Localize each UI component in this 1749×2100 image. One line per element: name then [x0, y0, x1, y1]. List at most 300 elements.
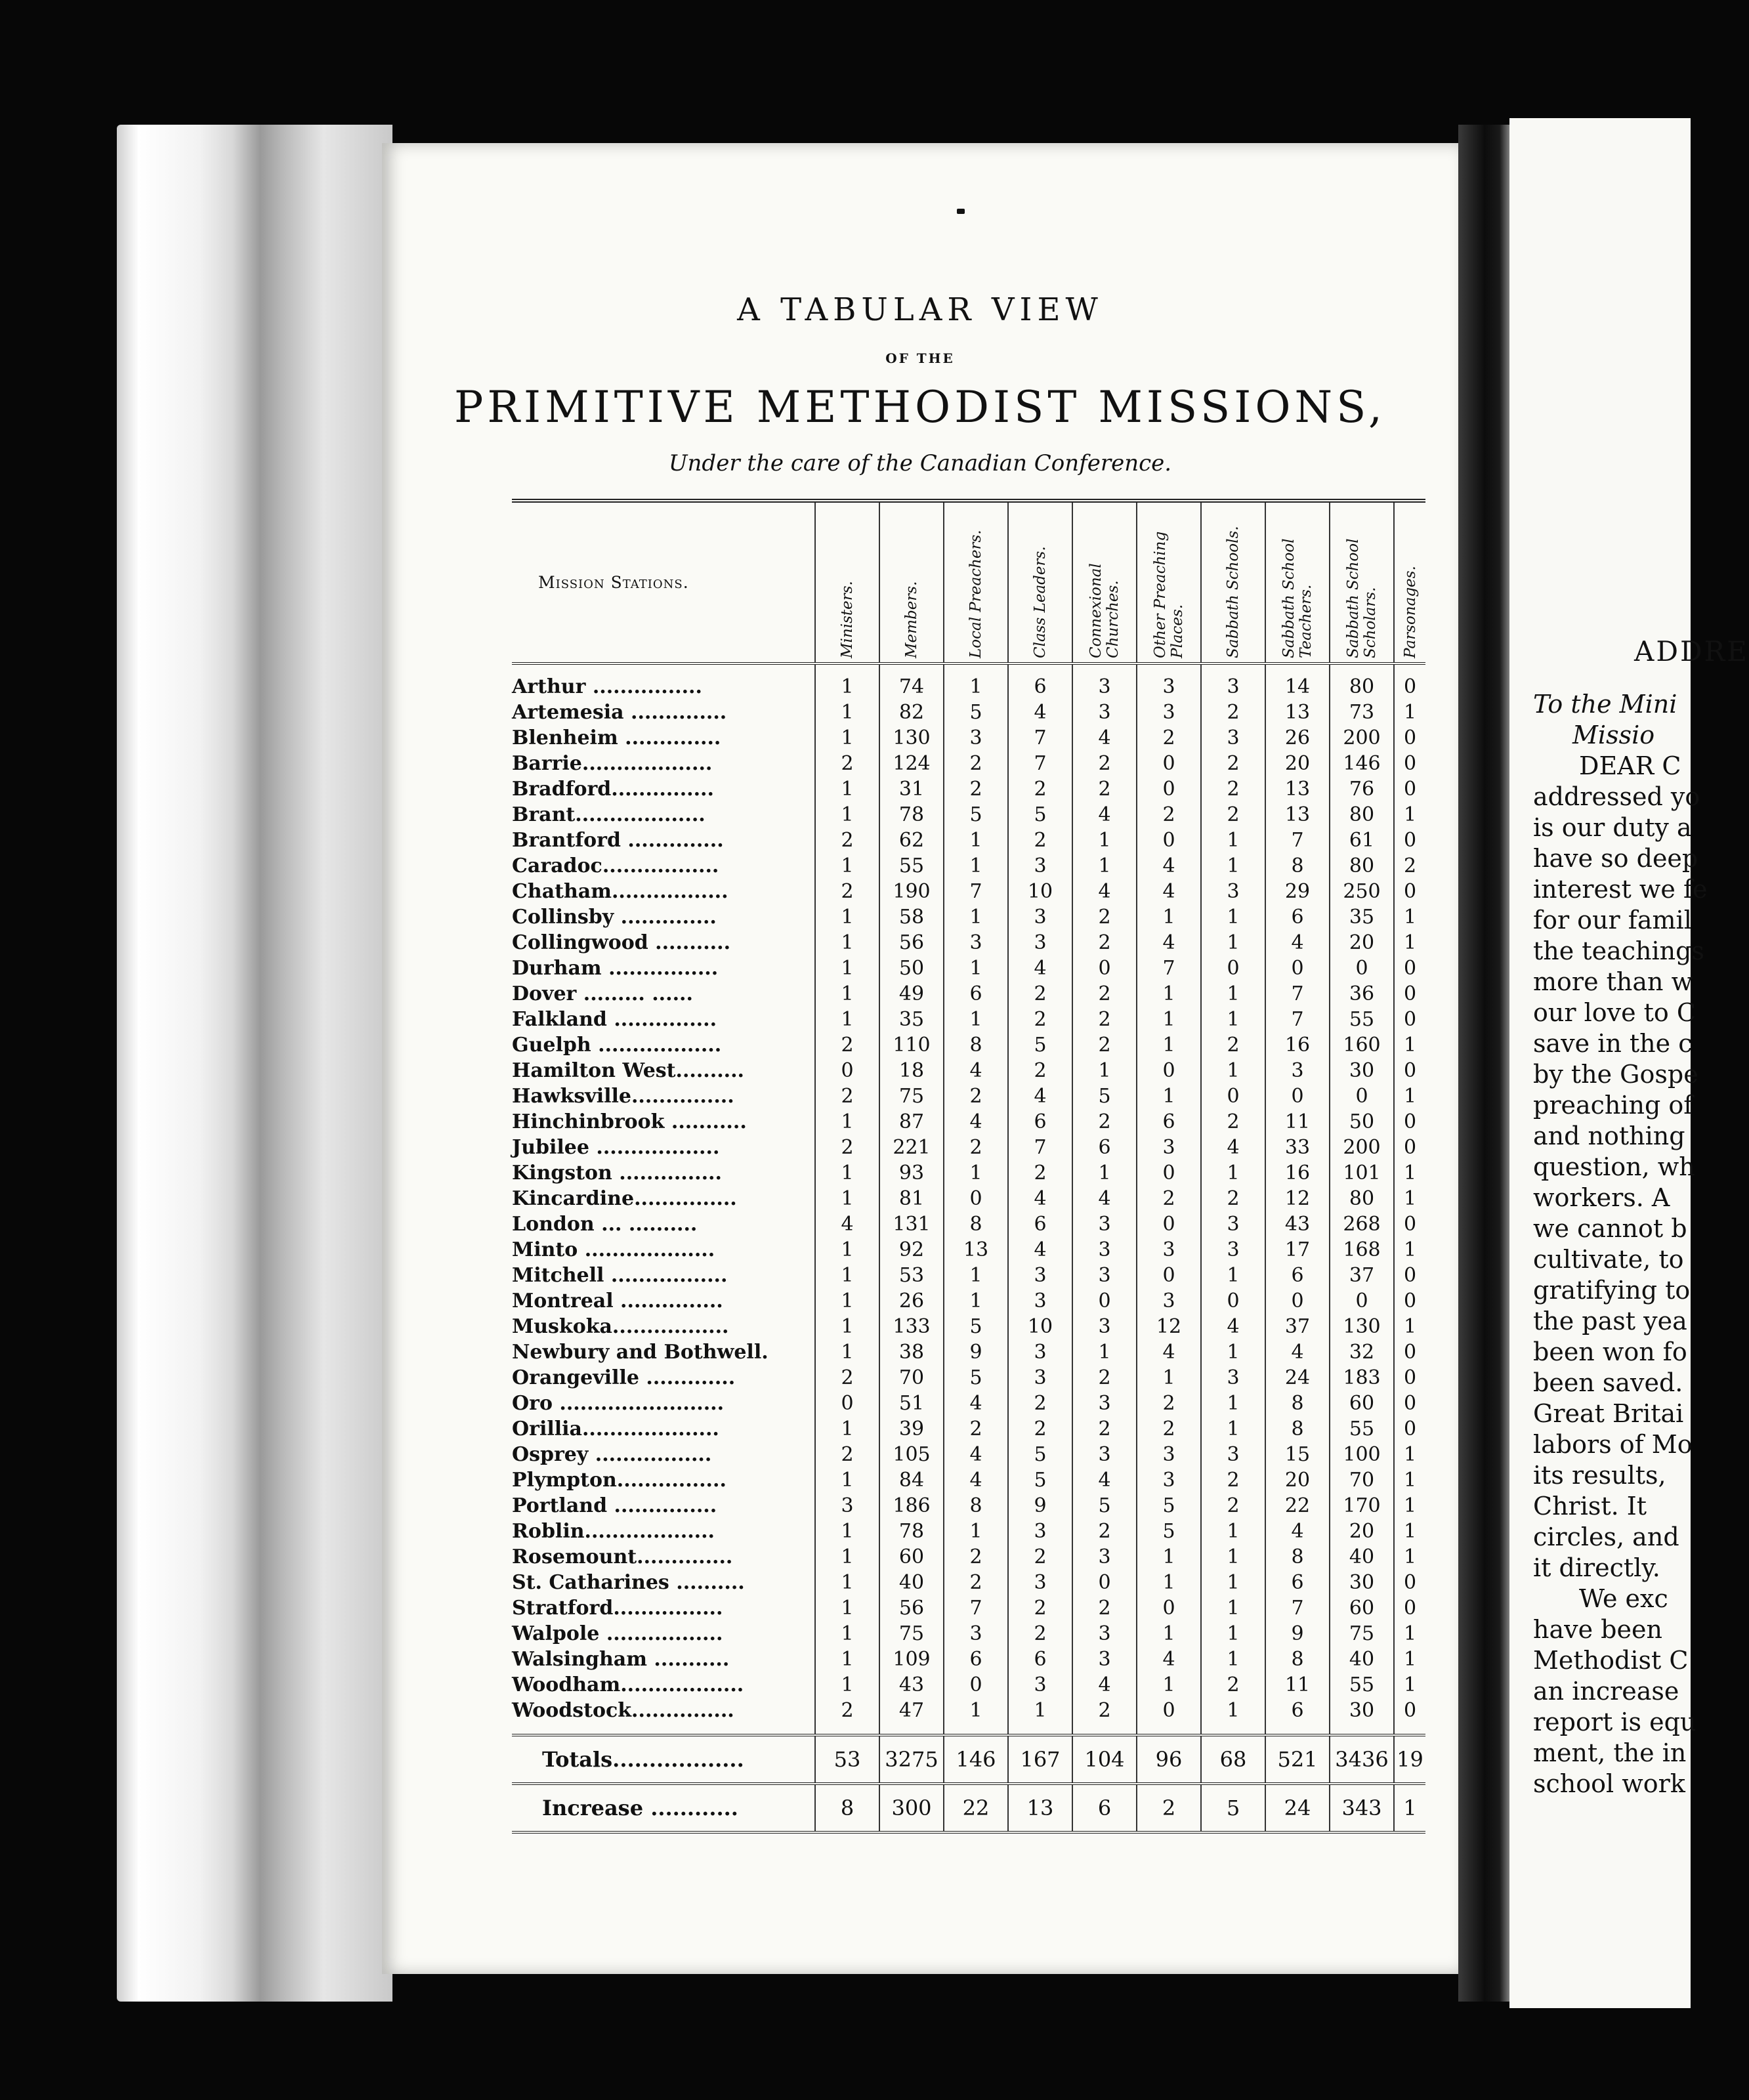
station-name: Kincardine............... [512, 1187, 737, 1210]
table-cell: 0 [1330, 1083, 1394, 1109]
table-cell: 1 [944, 1519, 1008, 1544]
table-cell: 82 [879, 700, 944, 725]
table-cell: 6 [1008, 1211, 1072, 1237]
table-cell: 1 [1201, 1570, 1265, 1595]
table-cell: 0 [1394, 1288, 1425, 1314]
increase-cell: 24 [1265, 1784, 1330, 1832]
table-cell: 7 [1265, 1595, 1330, 1621]
table-cell: 5 [944, 802, 1008, 828]
table-cell: 7 [944, 879, 1008, 904]
table-cell: 78 [879, 1519, 944, 1544]
table-cell: 7 [1137, 956, 1201, 981]
table-cell: 78 [879, 802, 944, 828]
table-cell: 1 [1201, 904, 1265, 930]
table-cell: 2 [1008, 1621, 1072, 1647]
table-row [512, 956, 1425, 981]
table-cell: 4 [1137, 1647, 1201, 1672]
table-cell: 4 [1008, 1186, 1072, 1211]
table-cell: 2 [1072, 981, 1137, 1007]
table-cell: 1 [1201, 1698, 1265, 1735]
table-cell: 110 [879, 1032, 944, 1058]
table-cell: 0 [1137, 751, 1201, 776]
table-cell: 1 [815, 1007, 879, 1032]
station-name: Plympton................ [512, 1469, 727, 1492]
table-cell: 26 [879, 1288, 944, 1314]
station-name: Oro ........................ [512, 1392, 725, 1415]
table-cell: 2 [1008, 776, 1072, 802]
right-page-line: question, wh [1533, 1152, 1695, 1181]
table-row [512, 1160, 1425, 1186]
table-cell: 1 [1072, 1339, 1137, 1365]
table-cell: 2 [1008, 1007, 1072, 1032]
header-label: Other Preaching Places. [1152, 531, 1186, 658]
table-cell: 5 [1008, 802, 1072, 828]
table-cell: 55 [1330, 1416, 1394, 1442]
header-label: Class Leaders. [1032, 546, 1049, 658]
table-cell: 2 [1201, 776, 1265, 802]
right-page-line: been won fo [1533, 1337, 1687, 1366]
table-cell: 6 [1008, 1647, 1072, 1672]
table-cell: 3 [1008, 1263, 1072, 1288]
header-class-leaders [1008, 501, 1072, 663]
table-cell: 221 [879, 1135, 944, 1160]
table-cell: 2 [815, 828, 879, 853]
station-name: Brant................... [512, 803, 706, 826]
table-cell: 2 [1072, 751, 1137, 776]
table-cell: 10 [1008, 1314, 1072, 1339]
table-cell: 3 [1072, 1263, 1137, 1288]
right-page-line: workers. A [1533, 1183, 1670, 1212]
table-cell: 1 [815, 930, 879, 956]
table-cell: 9 [944, 1339, 1008, 1365]
table-cell: 0 [944, 1672, 1008, 1698]
table-cell: 37 [1265, 1314, 1330, 1339]
table-cell: 60 [879, 1544, 944, 1570]
totals-cell: 3275 [879, 1735, 944, 1784]
table-cell: 1 [815, 1647, 879, 1672]
table-cell: 1 [1394, 700, 1425, 725]
table-row [512, 663, 1425, 700]
table-cell: 75 [1330, 1621, 1394, 1647]
table-cell: 0 [1394, 725, 1425, 751]
table-cell: 20 [1265, 751, 1330, 776]
right-page-line: report is equ [1533, 1708, 1696, 1736]
table-cell: 2 [815, 1083, 879, 1109]
right-page-line: have been [1533, 1615, 1662, 1644]
table-cell: 2 [1008, 981, 1072, 1007]
table-cell: 2 [1008, 1595, 1072, 1621]
table-cell: 4 [1265, 1519, 1330, 1544]
table-cell: 1 [815, 853, 879, 879]
table-cell: 4 [1201, 1135, 1265, 1160]
table-cell: 2 [1201, 751, 1265, 776]
table-cell: 0 [1394, 1698, 1425, 1735]
table-cell: 1 [815, 1519, 879, 1544]
table-cell: 58 [879, 904, 944, 930]
right-page-lines [1533, 751, 1708, 1799]
table-row [512, 1595, 1425, 1621]
table-cell: 35 [879, 1007, 944, 1032]
station-name: Collinsby .............. [512, 906, 717, 929]
header-parsonages [1394, 501, 1425, 663]
table-cell: 1 [1201, 1544, 1265, 1570]
table-cell: 1 [1201, 1391, 1265, 1416]
table-cell: 56 [879, 930, 944, 956]
table-cell: 1 [944, 1288, 1008, 1314]
table-cell: 4 [815, 1211, 879, 1237]
table-cell: 3 [1201, 725, 1265, 751]
table-cell: 1 [944, 828, 1008, 853]
table-cell: 6 [1265, 1570, 1330, 1595]
table-cell: 0 [1394, 1339, 1425, 1365]
station-name: Dover ......... ...... [512, 982, 693, 1005]
table-cell: 1 [1394, 802, 1425, 828]
header-label: Parsonages. [1401, 566, 1419, 658]
table-cell: 0 [815, 1058, 879, 1083]
table-cell: 2 [1072, 1032, 1137, 1058]
table-cell: 0 [1201, 1083, 1265, 1109]
table-cell: 1 [944, 956, 1008, 981]
table-cell: 36 [1330, 981, 1394, 1007]
table-cell: 5 [944, 700, 1008, 725]
title-line-1: A TABULAR VIEW [737, 291, 1103, 328]
table-header-row [512, 501, 1425, 663]
table-cell: 4 [1008, 700, 1072, 725]
table-cell: 3 [1201, 1365, 1265, 1391]
table-row [512, 1416, 1425, 1442]
table-cell: 1 [815, 1672, 879, 1698]
table-cell: 80 [1330, 1186, 1394, 1211]
table-row [512, 930, 1425, 956]
header-sabbath-schools [1201, 501, 1265, 663]
table-cell: 4 [1137, 930, 1201, 956]
increase-cell: 1 [1394, 1784, 1425, 1832]
table-cell: 3 [1201, 663, 1265, 700]
table-cell: 2 [1137, 1416, 1201, 1442]
table-cell: 7 [1265, 828, 1330, 853]
table-cell: 4 [1265, 930, 1330, 956]
table-cell: 1 [1072, 1058, 1137, 1083]
table-cell: 5 [1137, 1493, 1201, 1519]
totals-section [512, 1735, 1425, 1784]
table-cell: 4 [1137, 1339, 1201, 1365]
table-cell: 0 [1137, 1058, 1201, 1083]
table-cell: 1 [815, 663, 879, 700]
station-name: Montreal ............... [512, 1290, 723, 1312]
table-cell: 5 [1072, 1493, 1137, 1519]
right-page-line: for our famil [1533, 906, 1692, 934]
table-cell: 31 [879, 776, 944, 802]
right-page-line: cultivate, to [1533, 1245, 1684, 1274]
table-cell: 8 [1265, 1544, 1330, 1570]
table-cell: 1 [815, 1109, 879, 1135]
table-cell: 3 [1008, 853, 1072, 879]
table-cell: 1 [1201, 1339, 1265, 1365]
right-page-line: ment, the in [1533, 1738, 1687, 1767]
increase-cell: 5 [1201, 1784, 1265, 1832]
table-cell: 105 [879, 1442, 944, 1467]
right-page-line: we cannot b [1533, 1214, 1687, 1243]
header-other-preaching-places [1137, 501, 1201, 663]
station-name: Orangeville ............. [512, 1366, 736, 1389]
table-cell: 2 [1072, 1109, 1137, 1135]
table-cell: 2 [1072, 1416, 1137, 1442]
header-mission-stations: Mission Stations. [512, 501, 815, 663]
table-cell: 3 [1008, 904, 1072, 930]
table-cell: 1 [1394, 1467, 1425, 1493]
totals-cell: 104 [1072, 1735, 1137, 1784]
table-cell: 50 [879, 956, 944, 981]
table-cell: 1 [1137, 981, 1201, 1007]
table-cell: 3 [1137, 1237, 1201, 1263]
table-cell: 1 [1008, 1698, 1072, 1735]
table-cell: 2 [1008, 1058, 1072, 1083]
table-row [512, 1698, 1425, 1735]
station-name: Hawksville............... [512, 1085, 734, 1108]
header-label: Ministers. [839, 581, 856, 658]
table-cell: 2 [1137, 802, 1201, 828]
table-cell: 2 [815, 1365, 879, 1391]
table-cell: 1 [1394, 1672, 1425, 1698]
table-cell: 37 [1330, 1263, 1394, 1288]
header-label: Sabbath School Scholars. [1345, 538, 1379, 658]
table-cell: 5 [1008, 1467, 1072, 1493]
station-name: Chatham................. [512, 880, 728, 903]
table-cell: 2 [944, 776, 1008, 802]
table-cell: 8 [1265, 1416, 1330, 1442]
table-cell: 6 [944, 1647, 1008, 1672]
table-cell: 1 [1137, 1007, 1201, 1032]
header-connexional-churches [1072, 501, 1137, 663]
table-cell: 1 [1137, 1083, 1201, 1109]
table-cell: 9 [1265, 1621, 1330, 1647]
table-cell: 3 [1008, 1672, 1072, 1698]
table-cell: 14 [1265, 663, 1330, 700]
table-cell: 133 [879, 1314, 944, 1339]
table-cell: 17 [1265, 1237, 1330, 1263]
table-row [512, 828, 1425, 853]
right-page-line: Great Britai [1533, 1399, 1684, 1428]
table-cell: 0 [1394, 776, 1425, 802]
table-cell: 87 [879, 1109, 944, 1135]
table-cell: 38 [879, 1339, 944, 1365]
station-name: Falkland ............... [512, 1008, 717, 1031]
table-cell: 2 [1072, 904, 1137, 930]
table-cell: 4 [1137, 879, 1201, 904]
table-cell: 11 [1265, 1109, 1330, 1135]
table-cell: 4 [1008, 1237, 1072, 1263]
table-cell: 0 [1072, 1288, 1137, 1314]
table-cell: 1 [1394, 1519, 1425, 1544]
table-cell: 2 [1137, 1186, 1201, 1211]
table-row [512, 725, 1425, 751]
table-row [512, 1570, 1425, 1595]
station-name: Collingwood ........... [512, 931, 731, 954]
table-cell: 5 [1008, 1032, 1072, 1058]
table-row [512, 1237, 1425, 1263]
table-cell: 80 [1330, 853, 1394, 879]
table-cell: 1 [1072, 1160, 1137, 1186]
table-cell: 1 [1394, 1083, 1425, 1109]
table-cell: 56 [879, 1595, 944, 1621]
table-cell: 1 [1394, 1442, 1425, 1467]
table-cell: 0 [1265, 1288, 1330, 1314]
table-cell: 1 [1137, 904, 1201, 930]
increase-cell: 13 [1008, 1784, 1072, 1832]
table-cell: 0 [1394, 828, 1425, 853]
right-page-line: save in the c [1533, 1029, 1693, 1058]
station-name: Muskoka................. [512, 1315, 729, 1338]
table-cell: 1 [815, 1263, 879, 1288]
table-cell: 1 [815, 1314, 879, 1339]
table-cell: 12 [1265, 1186, 1330, 1211]
table-cell: 0 [1137, 1160, 1201, 1186]
increase-cell: 22 [944, 1784, 1008, 1832]
right-page-line: been saved. [1533, 1368, 1683, 1397]
right-page-line: DEAR C [1579, 751, 1681, 780]
table-cell: 4 [944, 1109, 1008, 1135]
increase-cell: 343 [1330, 1784, 1394, 1832]
table-cell: 1 [944, 663, 1008, 700]
table-cell: 2 [944, 1135, 1008, 1160]
table-cell: 0 [1137, 1211, 1201, 1237]
table-cell: 1 [815, 1467, 879, 1493]
table-cell: 2 [1072, 1365, 1137, 1391]
table-cell: 80 [1330, 802, 1394, 828]
table-cell: 3 [1008, 1339, 1072, 1365]
station-name: Rosemount.............. [512, 1545, 733, 1568]
table-cell: 1 [1201, 1160, 1265, 1186]
table-cell: 55 [1330, 1672, 1394, 1698]
totals-cell: 146 [944, 1735, 1008, 1784]
increase-cell: 8 [815, 1784, 879, 1832]
table-cell: 1 [1201, 1263, 1265, 1288]
table-cell: 32 [1330, 1339, 1394, 1365]
table-cell: 8 [944, 1211, 1008, 1237]
right-page-line: our love to C [1533, 998, 1696, 1027]
table-cell: 0 [1394, 1007, 1425, 1032]
totals-row [512, 1735, 1425, 1784]
table-cell: 0 [1201, 956, 1265, 981]
station-name: Blenheim .............. [512, 726, 721, 749]
table-cell: 1 [1072, 828, 1137, 853]
table-cell: 8 [1265, 853, 1330, 879]
table-cell: 2 [1008, 1544, 1072, 1570]
table-cell: 3 [1201, 1211, 1265, 1237]
table-cell: 4 [1008, 1083, 1072, 1109]
table-cell: 70 [1330, 1467, 1394, 1493]
table-cell: 55 [1330, 1007, 1394, 1032]
table-cell: 33 [1265, 1135, 1330, 1160]
table-cell: 131 [879, 1211, 944, 1237]
table-cell: 61 [1330, 828, 1394, 853]
station-name: Hinchinbrook ........... [512, 1110, 747, 1133]
station-name: Artemesia .............. [512, 701, 727, 724]
table-cell: 20 [1330, 930, 1394, 956]
table-cell: 3 [1072, 1314, 1137, 1339]
table-cell: 30 [1330, 1570, 1394, 1595]
table-cell: 1 [1201, 1519, 1265, 1544]
station-name: Kingston ............... [512, 1162, 722, 1185]
table-cell: 170 [1330, 1493, 1394, 1519]
right-page-line: We exc [1579, 1584, 1668, 1613]
table-cell: 1 [944, 1007, 1008, 1032]
right-page-line: Methodist C [1533, 1646, 1689, 1675]
table-row [512, 1314, 1425, 1339]
table-cell: 0 [1394, 1595, 1425, 1621]
table-cell: 73 [1330, 700, 1394, 725]
table-cell: 35 [1330, 904, 1394, 930]
table-cell: 1 [815, 956, 879, 981]
table-cell: 55 [879, 853, 944, 879]
table-cell: 60 [1330, 1595, 1394, 1621]
table-cell: 1 [815, 1595, 879, 1621]
table-cell: 4 [944, 1058, 1008, 1083]
table-cell: 8 [1265, 1647, 1330, 1672]
totals-cell: 19 [1394, 1735, 1425, 1784]
table-cell: 18 [879, 1058, 944, 1083]
table-cell: 15 [1265, 1442, 1330, 1467]
table-cell: 20 [1330, 1519, 1394, 1544]
table-cell: 183 [1330, 1365, 1394, 1391]
table-cell: 4 [1265, 1339, 1330, 1365]
table-cell: 3 [1201, 1237, 1265, 1263]
table-cell: 1 [1137, 1570, 1201, 1595]
table-cell: 62 [879, 828, 944, 853]
table-row [512, 904, 1425, 930]
table-cell: 4 [944, 1467, 1008, 1493]
title-line-3: PRIMITIVE METHODIST MISSIONS, [453, 382, 1387, 432]
table-cell: 2 [815, 1135, 879, 1160]
table-cell: 2 [1008, 1416, 1072, 1442]
table-cell: 1 [815, 1237, 879, 1263]
table-cell: 3 [1072, 1237, 1137, 1263]
right-page-line: the teachings [1533, 936, 1704, 965]
table-cell: 1 [1137, 1365, 1201, 1391]
table-cell: 1 [815, 1544, 879, 1570]
station-name: Woodstock............... [512, 1699, 734, 1722]
totals-cell: 96 [1137, 1735, 1201, 1784]
table-cell: 1 [1201, 1058, 1265, 1083]
table-cell: 1 [1394, 1493, 1425, 1519]
table-cell: 3 [1137, 663, 1201, 700]
table-cell: 200 [1330, 725, 1394, 751]
totals-cell: 167 [1008, 1735, 1072, 1784]
totals-cell: 3436 [1330, 1735, 1394, 1784]
station-name: Stratford................ [512, 1597, 723, 1620]
right-page-line: Christ. It [1533, 1492, 1647, 1521]
table-cell: 0 [1394, 1109, 1425, 1135]
table-cell: 49 [879, 981, 944, 1007]
table-cell: 0 [944, 1186, 1008, 1211]
table-row [512, 879, 1425, 904]
table-cell: 7 [1008, 1135, 1072, 1160]
table-cell: 1 [1201, 1647, 1265, 1672]
right-page-line: it directly. [1533, 1553, 1660, 1582]
table-cell: 4 [944, 1442, 1008, 1467]
table-cell: 3 [1072, 1211, 1137, 1237]
table-cell: 13 [944, 1237, 1008, 1263]
table-row [512, 1339, 1425, 1365]
table-cell: 29 [1265, 879, 1330, 904]
station-name: Jubilee .................. [512, 1136, 720, 1159]
increase-cell: 2 [1137, 1784, 1201, 1832]
table-cell: 2 [1137, 725, 1201, 751]
table-cell: 3 [1072, 1647, 1137, 1672]
table-cell: 3 [1265, 1058, 1330, 1083]
table-cell: 7 [1008, 751, 1072, 776]
right-page-line: its results, [1533, 1461, 1666, 1490]
